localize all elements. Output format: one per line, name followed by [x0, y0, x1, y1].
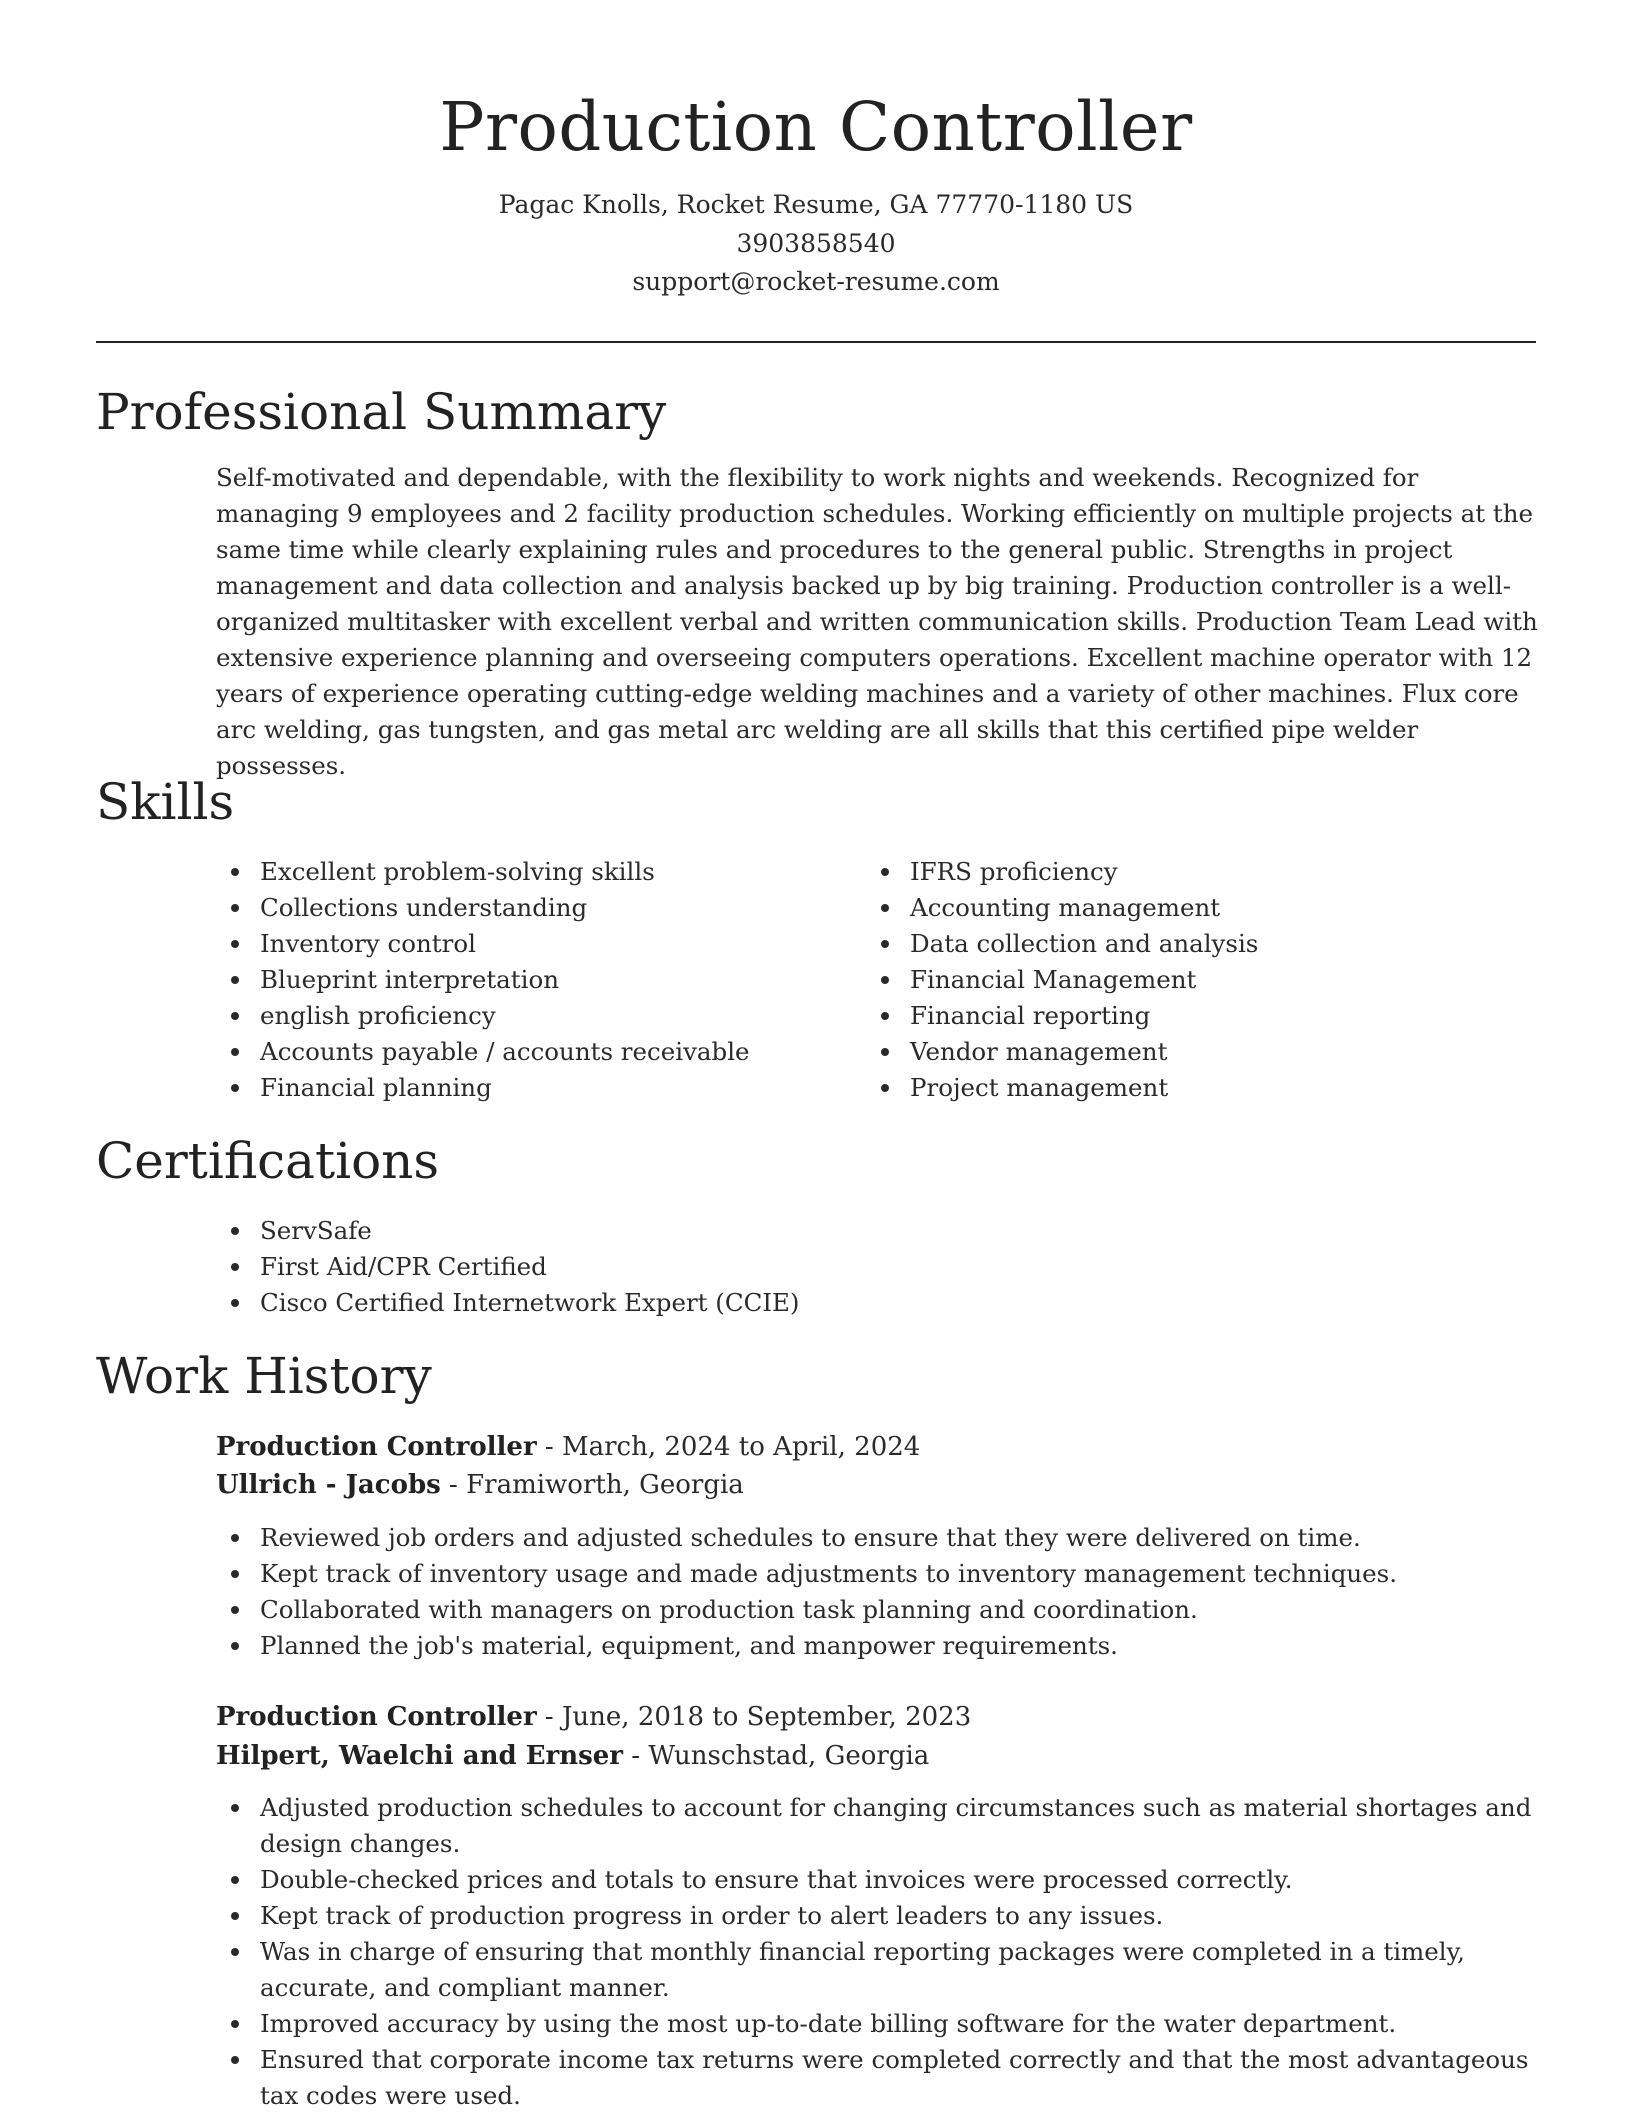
job-title-line: [216, 1428, 920, 1466]
skill-item: Vendor management: [866, 1034, 1506, 1070]
certification-item: First Aid/CPR Certified: [216, 1249, 1516, 1285]
job-duty-item: Was in charge of ensuring that monthly financial reporting packages were completed in a timely, accurate, and compliant manner.: [216, 1934, 1546, 2006]
phone-text: 3903858540: [736, 228, 896, 258]
job-company: Ullrich - Jacobs: [216, 1470, 441, 1500]
skill-item: Collections understanding: [216, 890, 846, 926]
skill-item: Financial Management: [866, 962, 1506, 998]
job-title: Production Controller: [216, 1432, 537, 1462]
resume-header: [0, 0, 1632, 302]
job-title-line: [216, 1698, 971, 1736]
certifications-list: [216, 1213, 1516, 1321]
skill-item: IFRS proficiency: [866, 854, 1506, 890]
skill-item: Blueprint interpretation: [216, 962, 846, 998]
summary-text: Self-motivated and dependable, with the flexibility to work nights and weekends. Recognized for managing 9 employees and 2 facility production schedules. Working efficiently on multiple projects at the same time while clearly explaining rules and procedures to the general public. Strengths in project management and data collection and analysis backed up by big training. Production controller is a well-organized multitasker with excellent verbal and written communication skills. Production Team Lead with extensive experience planning and overseeing computers operations. Excellent machine operator with 12 years of experience operating cutting-edge welding machines and a variety of other machines. Flux core arc welding, gas tungsten, and gas metal arc welding are all skills that this certified pipe welder possesses.: [216, 463, 1538, 780]
certification-item: ServSafe: [216, 1213, 1516, 1249]
job-duty-item: Improved accuracy by using the most up-to-date billing software for the water department.: [216, 2006, 1546, 2042]
job-duty-item: Double-checked prices and totals to ensure that invoices were processed correctly.: [216, 1862, 1546, 1898]
job-title: Production Controller: [216, 1702, 537, 1732]
skill-item: Accounts payable / accounts receivable: [216, 1034, 846, 1070]
skill-item: Project management: [866, 1070, 1506, 1106]
job-company-line: [216, 1466, 744, 1504]
job-duty-item: Collaborated with managers on production task planning and coordination.: [216, 1592, 1546, 1628]
job-duty-item: Kept track of production progress in order to alert leaders to any issues.: [216, 1898, 1546, 1934]
skills-list-left: [216, 854, 846, 1106]
work-history-heading: Work History: [96, 1347, 432, 1405]
job-duty-item: Ensured that corporate income tax returns were completed correctly and that the most advantageous tax codes were used.: [216, 2042, 1546, 2114]
certifications-heading: Certifications: [96, 1132, 440, 1190]
skill-item: english proficiency: [216, 998, 846, 1034]
address-text: Pagac Knolls, Rocket Resume, GA 77770-1180 US: [498, 190, 1134, 219]
job-duty-item: Adjusted production schedules to account for changing circumstances such as material shortages and design changes.: [216, 1790, 1546, 1862]
email-text: support@rocket-resume.com: [632, 267, 1000, 296]
certification-item: Cisco Certified Internetwork Expert (CCIE): [216, 1285, 1516, 1321]
job-company: Hilpert, Waelchi and Ernser: [216, 1741, 623, 1771]
skills-heading: Skills: [96, 773, 235, 831]
skill-item: Inventory control: [216, 926, 846, 962]
job-duties-list: [216, 1520, 1546, 1664]
skill-item: Financial planning: [216, 1070, 846, 1106]
job-duty-item: Kept track of inventory usage and made adjustments to inventory management techniques.: [216, 1556, 1546, 1592]
job-dates: - March, 2024 to April, 2024: [536, 1432, 921, 1462]
candidate-title: Production Controller: [439, 88, 1193, 166]
job-dates: - June, 2018 to September, 2023: [536, 1702, 972, 1732]
job-duty-item: Planned the job's material, equipment, and manpower requirements.: [216, 1628, 1546, 1664]
job-duty-item: Reviewed job orders and adjusted schedules to ensure that they were delivered on time.: [216, 1520, 1546, 1556]
skills-list-right: [866, 854, 1506, 1106]
skill-item: Excellent problem-solving skills: [216, 854, 846, 890]
job-company-line: [216, 1737, 929, 1775]
job-duties-list: [216, 1790, 1546, 2114]
skill-item: Data collection and analysis: [866, 926, 1506, 962]
job-location: - Framiworth, Georgia: [440, 1470, 744, 1500]
summary-heading: Professional Summary: [96, 383, 667, 441]
contact-block: [0, 186, 1632, 302]
skill-item: Accounting management: [866, 890, 1506, 926]
job-location: - Wunschstad, Georgia: [623, 1741, 930, 1771]
skill-item: Financial reporting: [866, 998, 1506, 1034]
header-divider: [96, 341, 1536, 343]
